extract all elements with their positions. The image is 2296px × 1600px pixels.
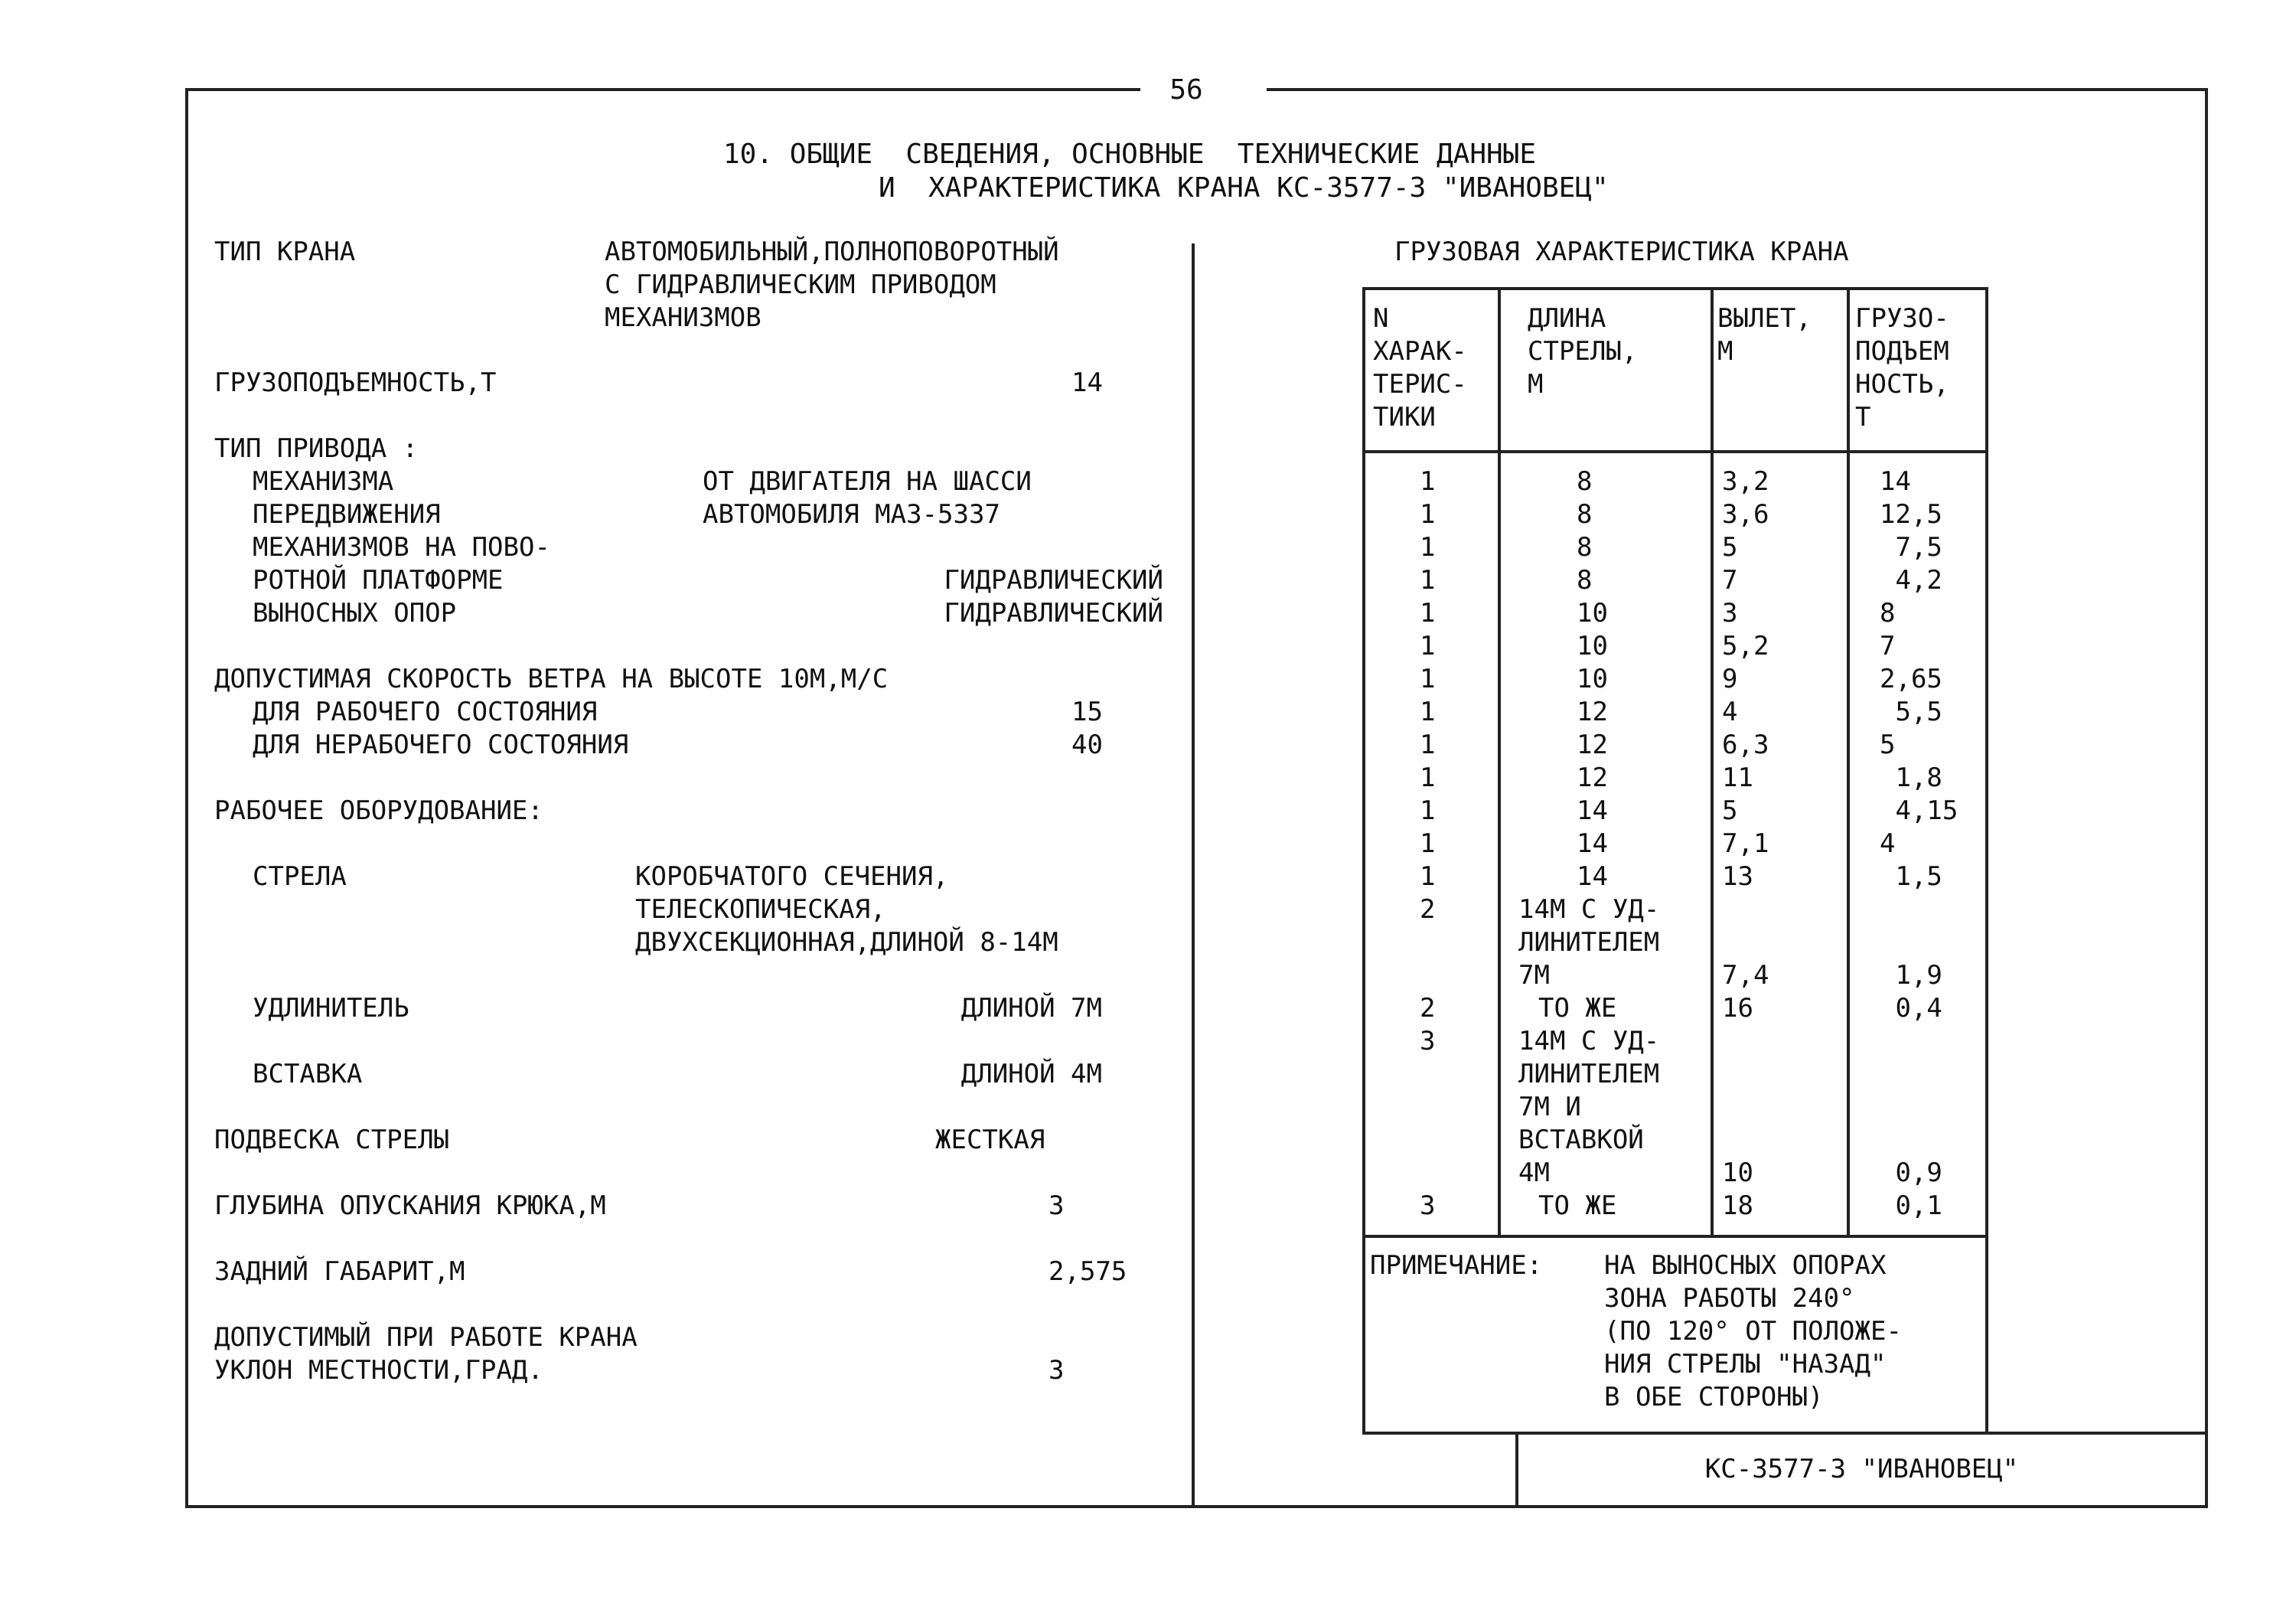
table-left-border [1362, 287, 1365, 1433]
cell-characteristic: 1 [1420, 466, 1436, 497]
equipment-label: РАБОЧЕЕ ОБОРУДОВАНИЕ: [214, 795, 543, 826]
cell-characteristic: 1 [1420, 532, 1436, 563]
cell-radius: 10 [1722, 1158, 1753, 1188]
cell-capacity: 7 [1880, 631, 1896, 661]
rear-clearance-label: ЗАДНИЙ ГАБАРИТ,М [214, 1256, 465, 1287]
cell-capacity: 4,2 [1880, 565, 1942, 596]
cell-characteristic: 1 [1420, 664, 1436, 694]
cell-boom-length: 10 [1577, 631, 1608, 661]
cell-radius: 4 [1722, 697, 1738, 727]
insert-label: ВСТАВКА [253, 1059, 363, 1089]
cell-radius: 7 [1722, 565, 1738, 596]
cell-characteristic: 3 [1420, 1026, 1436, 1056]
cell-radius: 3 [1722, 598, 1738, 629]
crane-type-label: ТИП КРАНА [214, 237, 356, 267]
cell-boom-length: 14 [1577, 828, 1608, 859]
suspension-value: ЖЕСТКАЯ [935, 1125, 1045, 1155]
cell-boom-length: 14М С УД- ЛИНИТЕЛЕМ 7М И ВСТАВКОЙ 4М [1518, 1026, 1660, 1188]
cell-capacity: 12,5 [1880, 499, 1942, 530]
table-header-border [1362, 450, 1988, 453]
crane-type-value: АВТОМОБИЛЬНЫЙ,ПОЛНОПОВОРОТНЫЙ С ГИДРАВЛИЧЕСКИМ ПРИВОДОМ МЕХАНИЗМОВ [605, 237, 1059, 333]
cell-boom-length: 12 [1577, 697, 1608, 727]
cell-characteristic: 2 [1420, 894, 1436, 925]
cell-boom-length: 8 [1577, 565, 1593, 596]
cell-boom-length: 14 [1577, 861, 1608, 892]
cell-radius: 7,1 [1722, 828, 1769, 859]
cell-characteristic: 1 [1420, 631, 1436, 661]
extension-value: ДЛИНОЙ 7М [960, 993, 1102, 1024]
header-characteristic: N ХАРАК- ТЕРИС- ТИКИ [1373, 303, 1467, 433]
header-capacity: ГРУЗО- ПОДЪЕМ НОСТЬ, Т [1855, 303, 1949, 433]
cell-boom-length: 10 [1577, 598, 1608, 629]
frame-bottom [185, 1505, 2208, 1508]
capacity-value: 14 [1071, 367, 1103, 398]
page-number: 56 [1169, 74, 1203, 106]
cell-radius: 5 [1722, 795, 1738, 826]
cell-radius: 6,3 [1722, 730, 1769, 760]
boom-value: КОРОБЧАТОГО СЕЧЕНИЯ, ТЕЛЕСКОПИЧЕСКАЯ, ДВУХСЕКЦИОННАЯ,ДЛИНОЙ 8-14М [635, 861, 1058, 958]
cell-radius: 16 [1722, 993, 1753, 1024]
cell-radius: 3,2 [1722, 466, 1769, 497]
wind-label: ДОПУСТИМАЯ СКОРОСТЬ ВЕТРА НА ВЫСОТЕ 10М,М/С [214, 664, 889, 694]
slope-value: 3 [1049, 1355, 1065, 1386]
capacity-label: ГРУЗОПОДЪЕМНОСТЬ,Т [214, 367, 497, 398]
drive-platform-value: ГИДРАВЛИЧЕСКИЙ [944, 565, 1163, 596]
drive-platform-label: МЕХАНИЗМОВ НА ПОВО- РОТНОЙ ПЛАТФОРМЕ [253, 532, 550, 596]
cell-capacity: 7,5 [1880, 532, 1942, 563]
cell-capacity: 4,15 [1880, 795, 1958, 826]
cell-capacity: 0,4 [1880, 993, 1942, 1024]
wind-work-value: 15 [1071, 697, 1103, 727]
cell-radius: 9 [1722, 664, 1738, 694]
table-col1-border [1498, 287, 1501, 1236]
note-bottom-border [1362, 1432, 2208, 1435]
cell-characteristic: 1 [1420, 697, 1436, 727]
cell-radius: 7,4 [1722, 960, 1769, 991]
cell-characteristic: 1 [1420, 828, 1436, 859]
slope-label: ДОПУСТИМЫЙ ПРИ РАБОТЕ КРАНА УКЛОН МЕСТНОСТИ,ГРАД. [214, 1322, 638, 1386]
table-right-border [1985, 287, 1988, 1433]
cell-capacity: 14 [1880, 466, 1911, 497]
note-label: ПРИМЕЧАНИЕ: [1370, 1250, 1543, 1281]
load-table-title: ГРУЗОВАЯ ХАРАКТЕРИСТИКА КРАНА [1394, 237, 1849, 267]
cell-capacity: 1,5 [1880, 861, 1942, 892]
cell-boom-length: 8 [1577, 499, 1593, 530]
cell-boom-length: 14 [1577, 795, 1608, 826]
cell-boom-length: 10 [1577, 664, 1608, 694]
drive-type-label: ТИП ПРИВОДА : [214, 433, 419, 464]
cell-capacity: 1,8 [1880, 762, 1942, 793]
cell-characteristic: 2 [1420, 993, 1436, 1024]
cell-characteristic: 1 [1420, 565, 1436, 596]
suspension-label: ПОДВЕСКА СТРЕЛЫ [214, 1125, 450, 1155]
frame-top-right [1267, 88, 2208, 91]
cell-boom-length: 14М С УД- ЛИНИТЕЛЕМ 7М [1518, 894, 1660, 991]
cell-characteristic: 1 [1420, 730, 1436, 760]
cell-radius: 5 [1722, 532, 1738, 563]
document-stamp: КС-3577-3 "ИВАНОВЕЦ" [1704, 1454, 2019, 1484]
frame-left [185, 88, 188, 1508]
extension-label: УДЛИНИТЕЛЬ [253, 993, 409, 1024]
table-col2-border [1711, 287, 1714, 1236]
cell-characteristic: 1 [1420, 499, 1436, 530]
cell-characteristic: 3 [1420, 1190, 1436, 1221]
drive-mech-travel-value: ОТ ДВИГАТЕЛЯ НА ШАССИ АВТОМОБИЛЯ МАЗ-5337 [703, 466, 1032, 530]
table-top-border [1362, 287, 1988, 290]
cell-boom-length: ТО ЖЕ [1538, 993, 1617, 1024]
cell-boom-length: 12 [1577, 730, 1608, 760]
table-col3-border [1847, 287, 1850, 1236]
cell-radius: 3,6 [1722, 499, 1769, 530]
frame-right [2205, 88, 2208, 1508]
cell-characteristic: 1 [1420, 598, 1436, 629]
cell-boom-length: 8 [1577, 466, 1593, 497]
section-title-line1: 10. ОБЩИЕ СВЕДЕНИЯ, ОСНОВНЫЕ ТЕХНИЧЕСКИЕ ДАННЫЕ [723, 139, 1537, 170]
cell-boom-length: ТО ЖЕ [1538, 1190, 1617, 1221]
rear-clearance-value: 2,575 [1049, 1256, 1127, 1287]
cell-capacity: 5,5 [1880, 697, 1942, 727]
drive-outriggers-label: ВЫНОСНЫХ ОПОР [253, 598, 457, 629]
cell-capacity: 0,1 [1880, 1190, 1942, 1221]
drive-mech-label: МЕХАНИЗМА [253, 466, 394, 497]
note-text: НА ВЫНОСНЫХ ОПОРАХ ЗОНА РАБОТЫ 240° (ПО 120° ОТ ПОЛОЖЕ- НИЯ СТРЕЛЫ "НАЗАД" В ОБЕ СТОРОНЫ) [1604, 1250, 1902, 1412]
cell-boom-length: 8 [1577, 532, 1593, 563]
header-radius: ВЫЛЕТ, М [1717, 303, 1812, 367]
drive-outriggers-value: ГИДРАВЛИЧЕСКИЙ [944, 598, 1163, 629]
section-title-line2: И ХАРАКТЕРИСТИКА КРАНА КС-3577-3 "ИВАНОВЕЦ" [879, 172, 1609, 204]
wind-work-label: ДЛЯ РАБОЧЕГО СОСТОЯНИЯ [253, 697, 598, 727]
column-divider [1192, 243, 1195, 1507]
wind-idle-value: 40 [1071, 730, 1103, 760]
drive-travel-label: ПЕРЕДВИЖЕНИЯ [253, 499, 441, 530]
cell-radius: 13 [1722, 861, 1753, 892]
frame-top-left [185, 88, 1140, 91]
header-boom-length: ДЛИНА СТРЕЛЫ, М [1528, 303, 1638, 400]
cell-radius: 18 [1722, 1190, 1753, 1221]
cell-boom-length: 12 [1577, 762, 1608, 793]
cell-capacity: 1,9 [1895, 960, 1942, 991]
cell-radius: 5,2 [1722, 631, 1769, 661]
cell-capacity: 8 [1880, 598, 1896, 629]
cell-characteristic: 1 [1420, 795, 1436, 826]
cell-characteristic: 1 [1420, 861, 1436, 892]
cell-radius: 11 [1722, 762, 1753, 793]
cell-characteristic: 1 [1420, 762, 1436, 793]
hook-depth-value: 3 [1049, 1190, 1065, 1221]
boom-label: СТРЕЛА [253, 861, 347, 892]
table-body-bottom-border [1362, 1235, 1988, 1238]
cell-capacity: 5 [1880, 730, 1896, 760]
wind-idle-label: ДЛЯ НЕРАБОЧЕГО СОСТОЯНИЯ [253, 730, 629, 760]
cell-capacity: 2,65 [1880, 664, 1942, 694]
cell-capacity: 0,9 [1895, 1158, 1942, 1188]
hook-depth-label: ГЛУБИНА ОПУСКАНИЯ КРЮКА,М [214, 1190, 606, 1221]
insert-value: ДЛИНОЙ 4М [960, 1059, 1102, 1089]
cell-capacity: 4 [1880, 828, 1896, 859]
